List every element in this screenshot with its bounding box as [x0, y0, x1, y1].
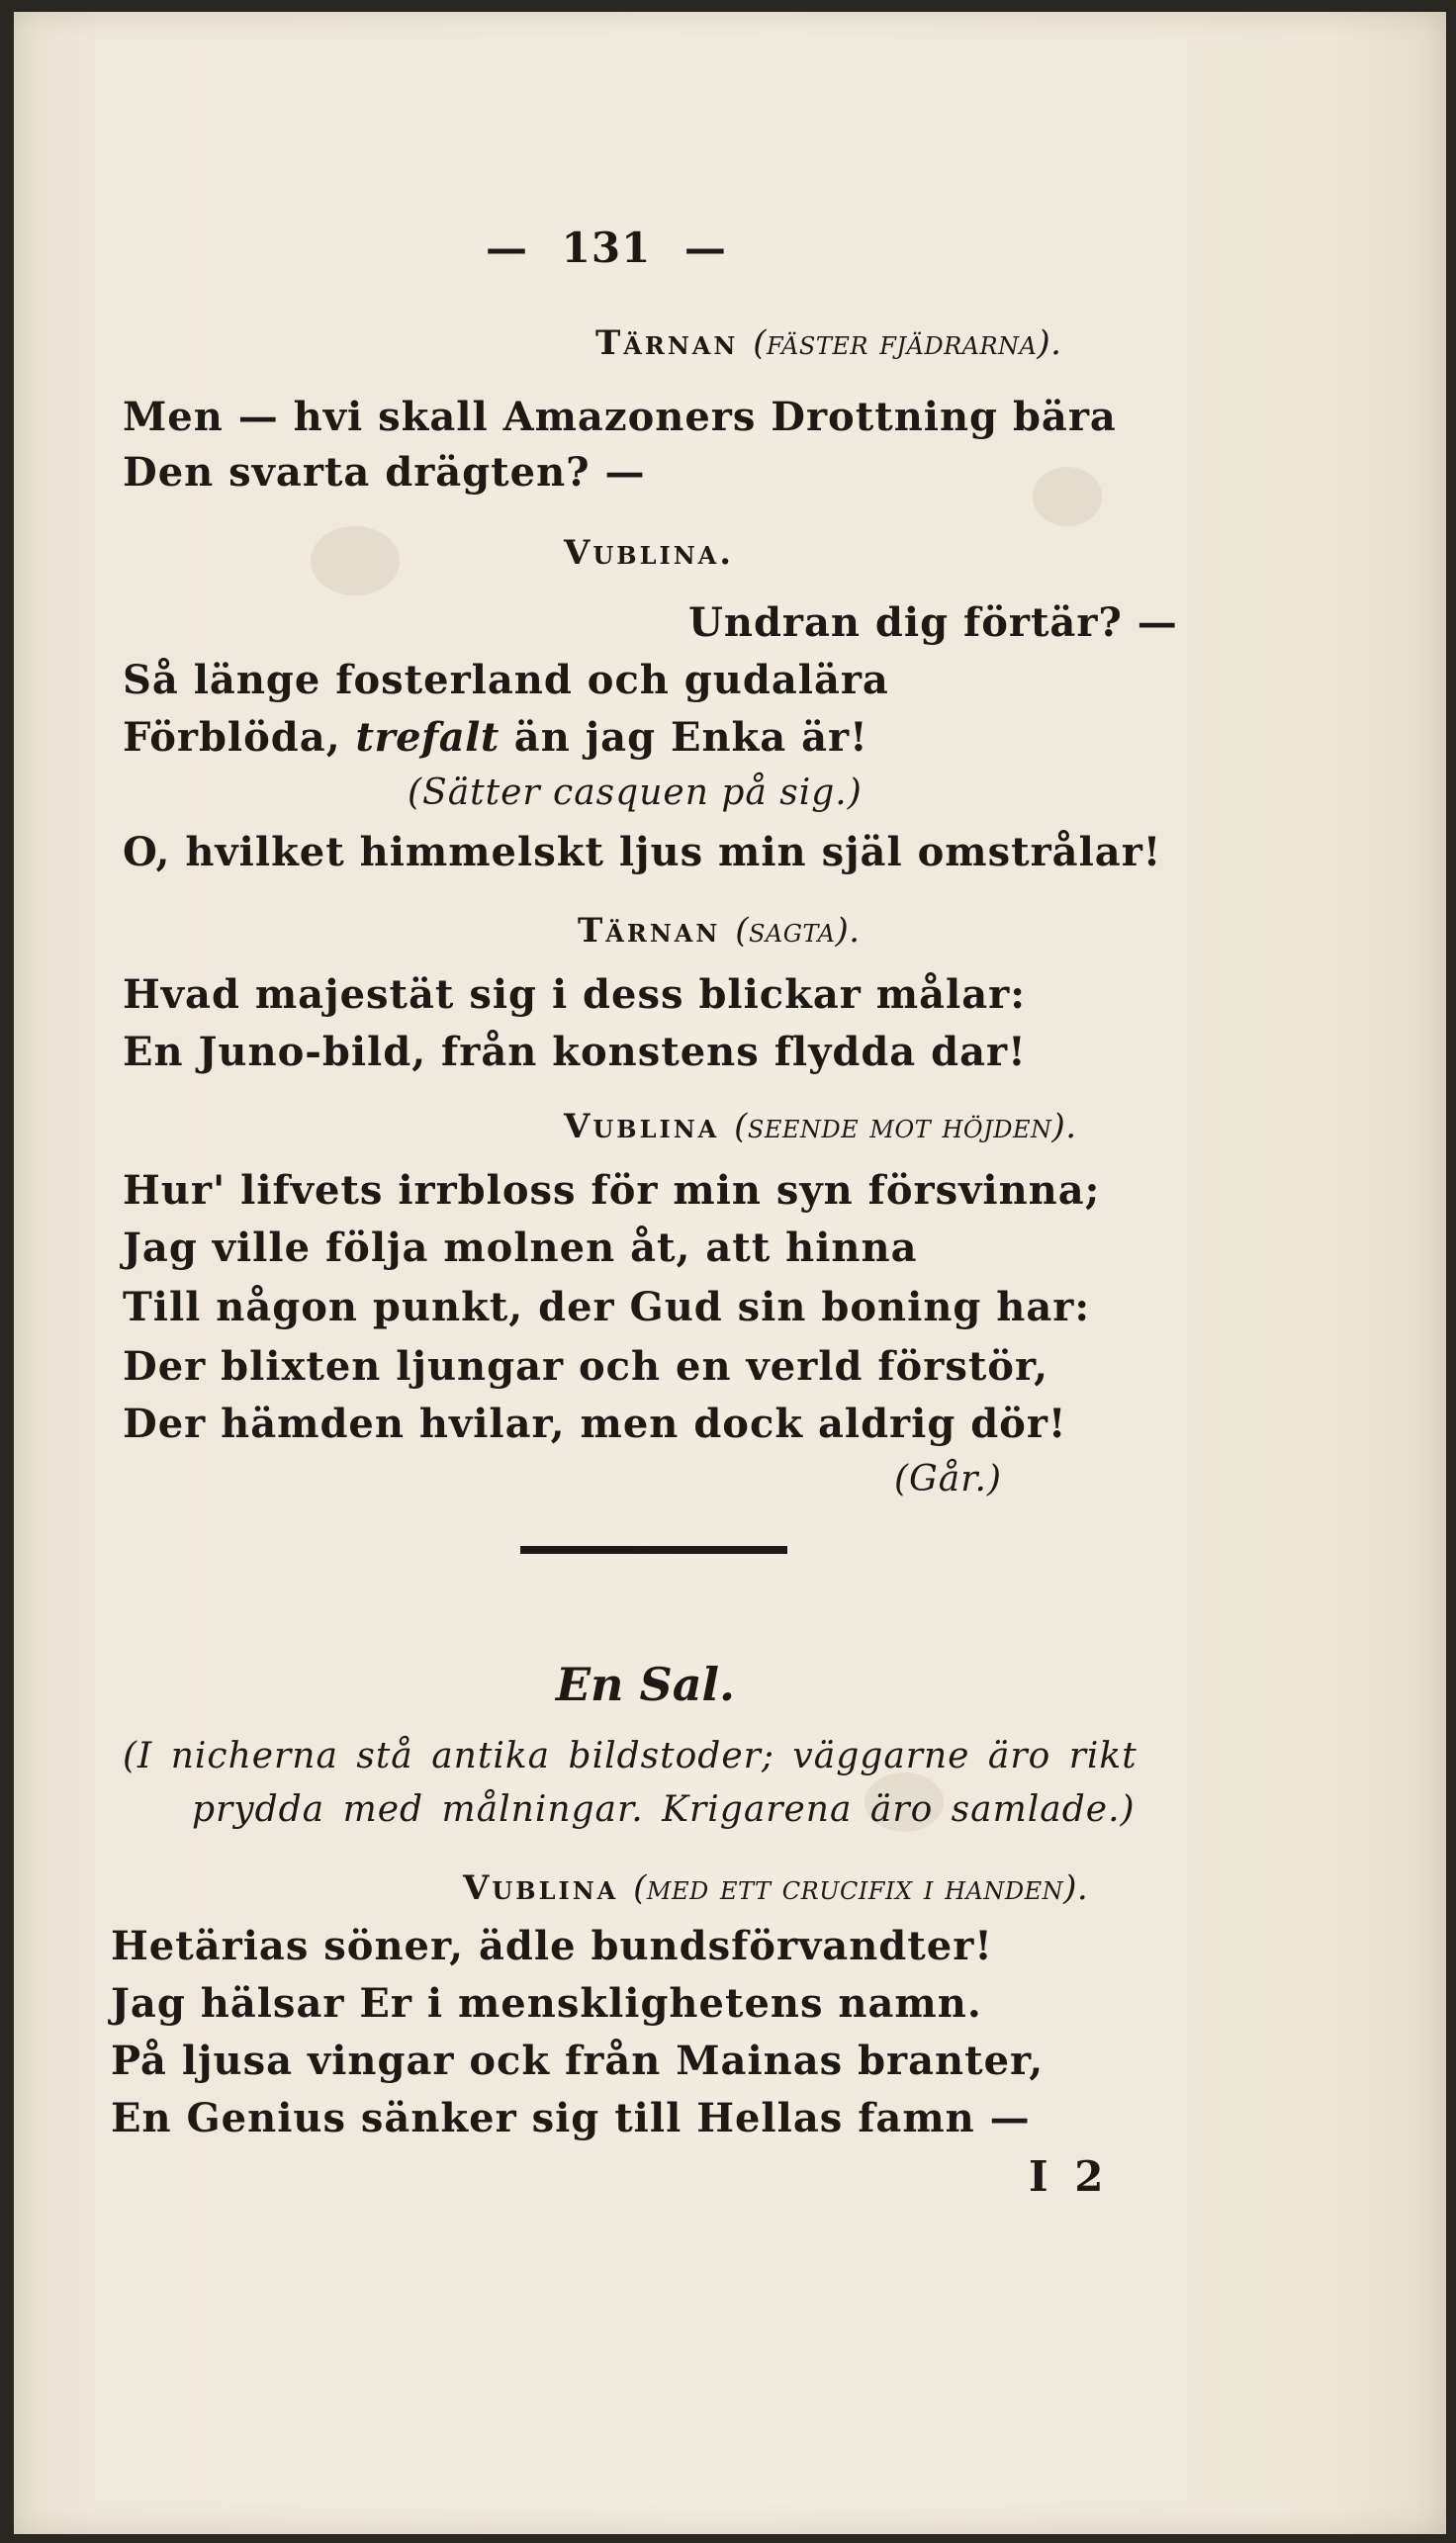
- verse-line: O, hvilket himmelskt ljus min själ omstrålar!: [123, 829, 1162, 875]
- verse-line: Der hämden hvilar, men dock aldrig dör!: [123, 1401, 1067, 1447]
- verse-line: Undran dig förtär? —: [688, 599, 1178, 646]
- verse-line: Jag ville följa molnen åt, att hinna: [123, 1225, 918, 1271]
- verse-line: Hetärias söner, ädle bundsförvandter!: [111, 1923, 993, 1969]
- emphasis: trefalt: [355, 714, 500, 761]
- stage-direction: (Sätter casquen på sig.): [408, 772, 863, 813]
- speaker-name: Tärnan (fäster fjädrarna).: [595, 323, 1062, 363]
- verse-line: Förblöda, trefalt än jag Enka är!: [123, 714, 868, 761]
- verse-line: Men — hvi skall Amazoners Drottning bära: [123, 394, 1117, 440]
- verse-line: En Genius sänker sig till Hellas famn —: [111, 2095, 1031, 2141]
- verse-line: Hvad majestät sig i dess blickar målar:: [123, 971, 1026, 1018]
- stage-direction: (I nicherna stå antika bildstoder; väggarne äro rikt: [123, 1736, 1138, 1776]
- verse-line: Hur' lifvets irrbloss för min syn försvinna;: [123, 1167, 1101, 1214]
- verse-line: Der blixten ljungar och en verld förstör,: [123, 1343, 1049, 1390]
- verse-line: På ljusa vingar ock från Mainas branter,: [111, 2038, 1045, 2084]
- section-divider: [520, 1546, 787, 1554]
- verse-line: Jag hälsar Er i mensklighetens namn.: [111, 1980, 982, 2027]
- signature-mark: I 2: [1029, 2152, 1110, 2201]
- speaker-name: Vublina.: [564, 533, 735, 573]
- verse-line: En Juno-bild, från konstens flydda dar!: [123, 1029, 1027, 1075]
- speaker-name: Tärnan (sagta).: [578, 911, 861, 951]
- page-number: — 131 —: [486, 224, 727, 272]
- speaker-name: Vublina (seende mot höjden).: [564, 1107, 1077, 1146]
- paper-stain: [1033, 467, 1102, 526]
- scene-heading: En Sal.: [556, 1658, 736, 1711]
- speaker-name: Vublina (med ett crucifix i handen).: [463, 1868, 1089, 1908]
- book-page: [14, 12, 1446, 2534]
- paper-stain: [311, 526, 400, 595]
- stage-direction: (Går.): [894, 1459, 1003, 1499]
- stage-direction: prydda med målningar. Krigarena äro samlade.): [192, 1789, 1136, 1830]
- verse-line: Till någon punkt, der Gud sin boning har:: [123, 1284, 1091, 1330]
- verse-line: Så länge fosterland och gudalära: [123, 657, 889, 703]
- verse-line: Den svarta drägten? —: [123, 449, 646, 496]
